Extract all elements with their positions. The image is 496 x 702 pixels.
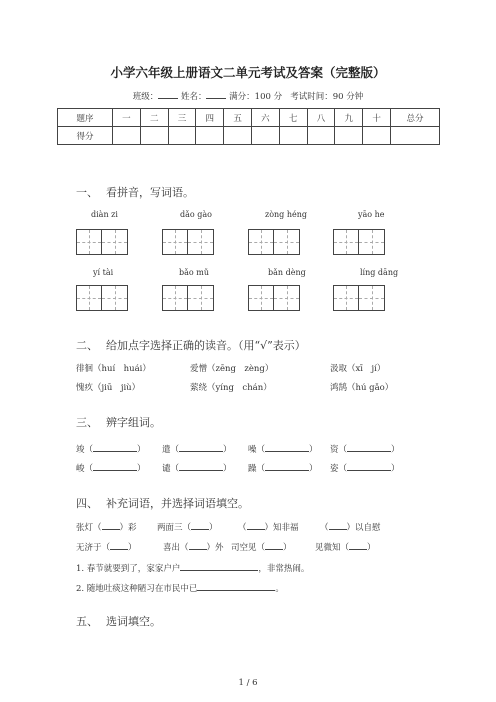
idiom-text: （ bbox=[238, 523, 247, 533]
idiom-blank[interactable] bbox=[191, 520, 209, 530]
score-table-header bbox=[58, 109, 440, 127]
char-prompt: 躁（ bbox=[248, 464, 266, 474]
idiom-text: ） bbox=[209, 523, 218, 533]
sentence-text: 。 bbox=[275, 584, 284, 594]
row-label: 得分 bbox=[58, 127, 113, 145]
sentence-text: 1. 春节就要到了，家家户户 bbox=[76, 564, 181, 574]
idiom-blank[interactable] bbox=[189, 540, 207, 550]
word-pair-item bbox=[162, 442, 232, 455]
char-box[interactable] bbox=[274, 229, 300, 255]
idiom-text: ） bbox=[128, 543, 137, 553]
reading-item[interactable]: 萦绕（yíng chán） bbox=[190, 383, 272, 393]
header-cell: 总分 bbox=[391, 109, 440, 127]
header-cell: 九 bbox=[335, 109, 363, 127]
char-box[interactable] bbox=[248, 285, 274, 311]
char-box[interactable] bbox=[162, 285, 188, 311]
paren: ） bbox=[137, 464, 146, 474]
idiom-text: 两面三（ bbox=[157, 523, 192, 533]
char-box[interactable] bbox=[162, 229, 188, 255]
fill-sentence bbox=[76, 561, 309, 574]
char-prompt: 资（ bbox=[330, 445, 348, 455]
idiom-item bbox=[315, 540, 376, 553]
answer-blank[interactable] bbox=[265, 442, 309, 452]
score-cell[interactable] bbox=[391, 127, 440, 145]
fill-sentence bbox=[76, 581, 284, 594]
section-number: 三、 bbox=[76, 416, 98, 429]
char-box[interactable] bbox=[274, 285, 300, 311]
pinyin-label: yí tài bbox=[93, 268, 114, 277]
idiom-text: 无济于（ bbox=[76, 543, 111, 553]
answer-blank[interactable] bbox=[265, 461, 309, 471]
answer-blank[interactable] bbox=[347, 461, 391, 471]
word-pair-item bbox=[162, 461, 232, 474]
idiom-item bbox=[320, 520, 381, 533]
reading-item[interactable]: 爱憎（zēng zèng） bbox=[190, 364, 274, 374]
idiom-text: ）外 bbox=[206, 543, 224, 553]
sentence-text: 2. 随地吐痰这种陋习在市民中已 bbox=[76, 584, 198, 594]
section-title: 补充词语，并选择词语填空。 bbox=[106, 497, 249, 510]
char-box[interactable] bbox=[248, 229, 274, 255]
idiom-text: ） bbox=[283, 543, 292, 553]
score-cell[interactable] bbox=[363, 127, 391, 145]
writing-grid bbox=[162, 285, 214, 311]
writing-grid bbox=[76, 229, 128, 255]
score-cell[interactable] bbox=[113, 127, 141, 145]
section-number: 二、 bbox=[76, 339, 98, 352]
writing-grid bbox=[162, 229, 214, 255]
idiom-text: ）知非福 bbox=[264, 523, 299, 533]
score-cell[interactable] bbox=[196, 127, 224, 145]
answer-blank[interactable] bbox=[347, 442, 391, 452]
paren: ） bbox=[223, 445, 232, 455]
char-box[interactable] bbox=[76, 285, 102, 311]
paren: ） bbox=[137, 445, 146, 455]
exam-info bbox=[0, 89, 496, 102]
idiom-item bbox=[238, 520, 299, 533]
paren: ） bbox=[223, 464, 232, 474]
score-cell[interactable] bbox=[335, 127, 363, 145]
idiom-text: 喜出（ bbox=[163, 543, 189, 553]
idiom-item bbox=[163, 540, 224, 553]
idiom-text: ） bbox=[367, 543, 376, 553]
answer-blank[interactable] bbox=[93, 442, 137, 452]
char-box[interactable] bbox=[102, 285, 128, 311]
exam-time: 考试时间：90 分钟 bbox=[290, 92, 364, 102]
char-prompt: 遣（ bbox=[162, 445, 180, 455]
header-cell: 一 bbox=[113, 109, 141, 127]
idiom-item bbox=[231, 540, 292, 553]
section-title: 选词填空。 bbox=[106, 615, 161, 628]
word-pair-item bbox=[248, 461, 318, 474]
char-box[interactable] bbox=[359, 285, 385, 311]
char-prompt: 噪（ bbox=[248, 445, 266, 455]
idiom-blank[interactable] bbox=[329, 520, 347, 530]
section-number: 四、 bbox=[76, 497, 98, 510]
answer-blank[interactable] bbox=[93, 461, 137, 471]
fill-blank[interactable] bbox=[180, 561, 258, 571]
idiom-blank[interactable] bbox=[110, 540, 128, 550]
pinyin-label: yāo he bbox=[358, 210, 385, 219]
header-cell: 二 bbox=[140, 109, 168, 127]
writing-grid bbox=[248, 285, 300, 311]
header-cell: 三 bbox=[168, 109, 196, 127]
pinyin-label: diàn zi bbox=[91, 210, 118, 219]
section-title: 辨字组词。 bbox=[106, 416, 161, 429]
header-cell: 题序 bbox=[58, 109, 113, 127]
paren: ） bbox=[309, 445, 318, 455]
fill-blank[interactable] bbox=[197, 581, 275, 591]
score-cell[interactable] bbox=[279, 127, 307, 145]
idiom-text: 见微知（ bbox=[315, 543, 350, 553]
answer-blank[interactable] bbox=[179, 461, 223, 471]
section-number: 五、 bbox=[76, 615, 98, 628]
section-4-heading bbox=[76, 495, 249, 511]
paren: ） bbox=[309, 464, 318, 474]
idiom-text: （ bbox=[320, 523, 329, 533]
header-cell: 十 bbox=[363, 109, 391, 127]
paren: ） bbox=[391, 445, 400, 455]
writing-grid bbox=[333, 285, 385, 311]
reading-item[interactable]: 徘徊（huí huái） bbox=[76, 364, 151, 374]
idiom-blank[interactable] bbox=[265, 540, 283, 550]
class-blank[interactable] bbox=[158, 89, 178, 99]
char-box[interactable] bbox=[188, 229, 214, 255]
char-box[interactable] bbox=[359, 229, 385, 255]
idiom-text: ）彩 bbox=[119, 523, 137, 533]
idiom-blank[interactable] bbox=[247, 520, 265, 530]
word-pair-item bbox=[248, 442, 318, 455]
section-number: 一、 bbox=[76, 186, 98, 199]
word-pair-item bbox=[330, 461, 400, 474]
name-label: 姓名： bbox=[180, 92, 207, 102]
section-2-heading bbox=[76, 337, 306, 353]
header-cell: 四 bbox=[196, 109, 224, 127]
idiom-blank[interactable] bbox=[102, 520, 120, 530]
idiom-item bbox=[76, 520, 137, 533]
score-table-row bbox=[58, 127, 440, 145]
writing-grid bbox=[76, 285, 128, 311]
section-title: 看拼音，写词语。 bbox=[106, 186, 194, 199]
section-3-heading bbox=[76, 414, 161, 430]
char-prompt: 姿（ bbox=[330, 464, 348, 474]
idiom-text: 司空见（ bbox=[231, 543, 266, 553]
pinyin-label: líng dāng bbox=[360, 268, 399, 277]
writing-grid bbox=[248, 229, 300, 255]
char-box[interactable] bbox=[188, 285, 214, 311]
reading-item[interactable]: 愧疚（jiū jiù） bbox=[76, 383, 141, 393]
paren: ） bbox=[391, 464, 400, 474]
char-box[interactable] bbox=[102, 229, 128, 255]
reading-item[interactable]: 汲取（xī jí） bbox=[330, 364, 386, 374]
word-pair-item bbox=[76, 442, 146, 455]
pinyin-label: zòng héng bbox=[265, 210, 308, 219]
pinyin-label: dǎo gào bbox=[180, 210, 212, 219]
header-cell: 七 bbox=[279, 109, 307, 127]
name-blank[interactable] bbox=[206, 89, 226, 99]
char-box[interactable] bbox=[333, 229, 359, 255]
word-pair-item bbox=[76, 461, 146, 474]
reading-item[interactable]: 鸿鹄（hú gǎo） bbox=[330, 383, 394, 393]
section-5-heading bbox=[76, 613, 161, 629]
document-title: 小学六年级上册语文二单元考试及答案（完整版） bbox=[110, 65, 386, 80]
score-cell[interactable] bbox=[307, 127, 335, 145]
idiom-text: ）以自慰 bbox=[346, 523, 381, 533]
char-box[interactable] bbox=[333, 285, 359, 311]
idiom-item bbox=[157, 520, 218, 533]
header-cell: 八 bbox=[307, 109, 335, 127]
answer-blank[interactable] bbox=[179, 442, 223, 452]
class-label: 班级： bbox=[132, 92, 159, 102]
full-score: 满分：100 分 bbox=[229, 92, 283, 102]
page-number: 1 / 6 bbox=[238, 678, 258, 688]
score-cell[interactable] bbox=[168, 127, 196, 145]
idiom-text: 张灯（ bbox=[76, 523, 102, 533]
section-title: 给加点字选择正确的读音。（用“√”表示） bbox=[106, 339, 306, 352]
header-cell: 六 bbox=[251, 109, 279, 127]
score-cell[interactable] bbox=[224, 127, 252, 145]
pinyin-label: bǎn dèng bbox=[268, 268, 306, 277]
writing-grid bbox=[333, 229, 385, 255]
score-cell[interactable] bbox=[140, 127, 168, 145]
score-cell[interactable] bbox=[251, 127, 279, 145]
idiom-item bbox=[76, 540, 137, 553]
char-box[interactable] bbox=[76, 229, 102, 255]
char-prompt: 竣（ bbox=[76, 445, 94, 455]
section-1-heading bbox=[76, 184, 194, 200]
header-cell: 五 bbox=[224, 109, 252, 127]
word-pair-item bbox=[330, 442, 400, 455]
char-prompt: 谴（ bbox=[162, 464, 180, 474]
char-prompt: 峻（ bbox=[76, 464, 94, 474]
score-table bbox=[57, 108, 440, 145]
sentence-text: ，非常热闹。 bbox=[258, 564, 310, 574]
idiom-blank[interactable] bbox=[349, 540, 367, 550]
pinyin-label: bǎo mǔ bbox=[179, 268, 209, 277]
